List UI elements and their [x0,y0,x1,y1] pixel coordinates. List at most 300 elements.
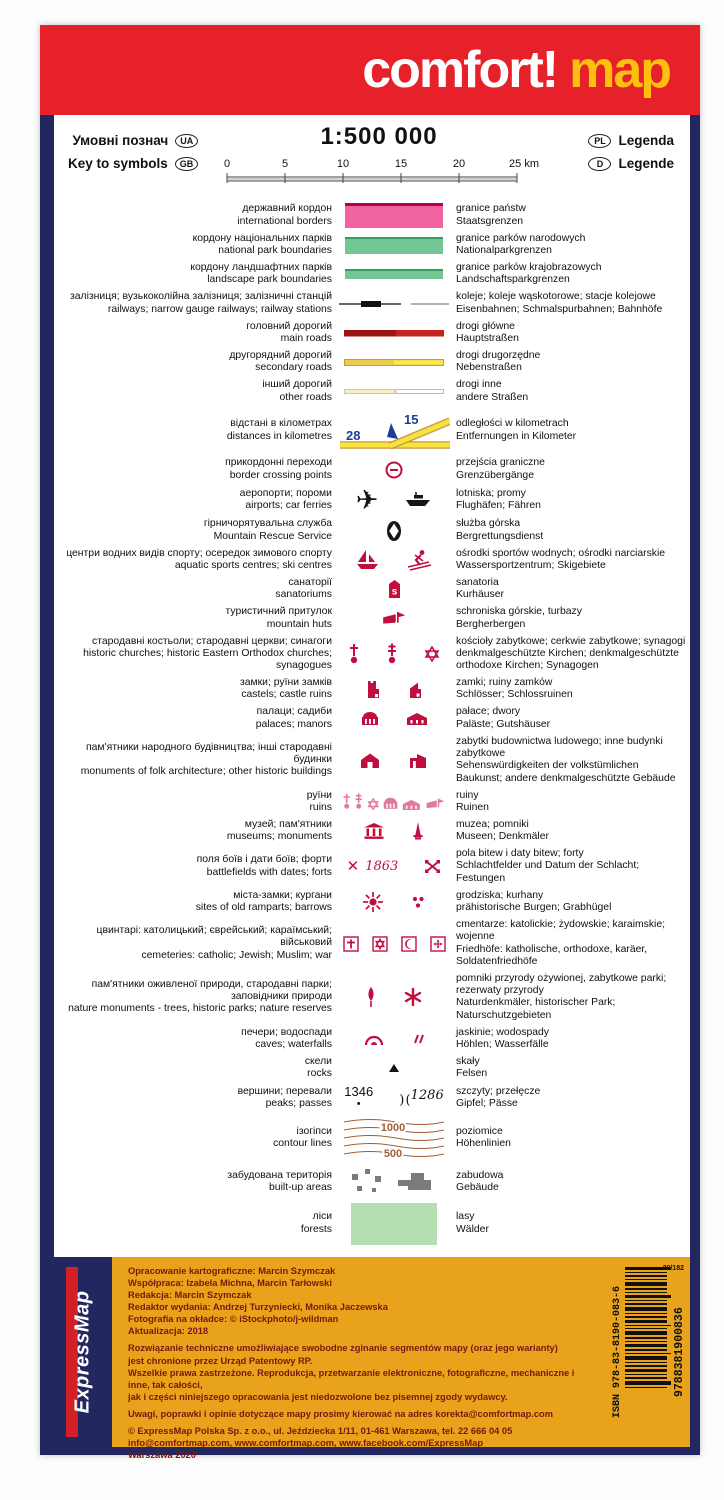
label-ukrainian: замки; руїни замків [239,677,332,689]
symbol-road-secondary-icon [338,358,450,367]
symbol-rocks-icon [338,1063,450,1073]
label-english: secondary roads [255,362,332,374]
label-german: Wassersportzentrum; Skigebiete [456,559,606,571]
label-german: Sehenswürdigkeiten der volkstümlichen Baukunst; andere denkmalgeschützte Gebäude [456,760,676,784]
label-ukrainian: відстані в кілометрах [230,418,332,430]
symbol-band-pink-icon [338,203,450,228]
label-english: nature monuments - trees, historic parks; nature reserves [68,1003,332,1015]
legend-row [56,203,686,228]
symbol-nature-icon [338,986,450,1008]
legend-label-right [456,321,686,346]
label-english: international borders [237,215,332,227]
label-german: prähistorische Burgen; Grabhügel [456,901,612,913]
svg-text:15: 15 [404,411,419,427]
label-polish: granice państw [456,203,526,215]
symbol-ruins-icon [338,793,450,810]
label-polish: granice parków krajobrazowych [456,262,602,274]
barcode [625,1263,671,1441]
barcode-graphic [625,1263,671,1445]
label-english: forests [300,1223,332,1235]
label-ukrainian: печери; водоспади [241,1026,332,1038]
legend-row [56,636,686,673]
legend-row [56,484,686,516]
legend-label-right [456,350,686,375]
label-ukrainian: другорядний дорогий [229,349,332,361]
label-german: Naturdenkmäler, historischer Park; Naturschutzgebieten [456,997,616,1021]
credits-line: Warszawa 2020 [128,1450,196,1461]
legend-row [56,848,686,885]
legend-label-left [56,262,332,287]
label-polish: cmentarze: katolickie; żydowskie; karaimskie; wojenne [456,919,666,943]
legend-row [56,706,686,731]
label-polish: kościoły zabytkowe; cerkwie zabytkowe; synagogi [456,635,686,647]
label-polish: koleje; koleje wąskotorowe; stacje kolejowe [456,291,656,303]
legend-label-left [56,1086,332,1111]
legend-label-right [456,1086,686,1111]
label-ukrainian: туристичний притулок [225,606,332,618]
scale-tick-label: 0 [223,158,231,170]
label-english: historic churches; historic Eastern Orthodox churches; synagogues [83,647,332,672]
map-sheet [40,25,700,1461]
label-polish: sanatoria [456,576,499,588]
label-polish: skały [456,1055,480,1067]
label-german: Schlachtfelder und Datum der Schlacht; Festungen [456,860,640,884]
legend-row [56,819,686,844]
credits-line: Rozwiązanie techniczne umożliwiające swobodne zginanie segmentów mapy (oraz jego warianty) [128,1343,558,1354]
label-german: Schlösser; Schlossruinen [456,689,573,701]
symbol-folk-icon [338,752,450,769]
label-polish: drogi inne [456,379,502,391]
label-english: main roads [280,332,332,344]
label-english: mountain huts [266,618,332,630]
brand-header [40,25,700,115]
label-ukrainian: ізогіпси [296,1125,332,1137]
legend-label-right [456,677,686,702]
label-polish: schroniska górskie, turbazy [456,606,582,618]
label-german: andere Straßen [456,391,529,403]
label-english: ruins [309,801,332,813]
label-ukrainian: прикордонні переходи [225,457,332,469]
symbol-builtup-icon [338,1166,450,1198]
legend-row [56,919,686,968]
legend-label-right [456,636,686,673]
label-ukrainian: цвинтарі: католицький; єврейський; караїмський; військовий [96,925,332,949]
credits-line: Opracowanie kartograficzne: Marcin Szymczak [128,1266,336,1276]
legend-label-left [56,379,332,404]
svg-text:s: s [391,586,397,598]
symbol-airport-ferry-icon: ✈ [338,487,450,514]
label-ukrainian: пам'ятники народного будівництва; інші стародавні будинки [86,741,332,766]
symbol-contours-icon [338,1115,450,1161]
legend-label-right [456,233,686,258]
label-german: Museen; Denkmäler [456,831,549,843]
label-german: Friedhöfe: katholische, orthodoxe, karäer, Soldatenfriedhöfe [456,943,648,967]
legend-label-right [456,1056,686,1081]
label-polish: grodziska; kurhany [456,889,544,901]
label-english: museums; monuments [226,831,332,843]
label-english: sites of old ramparts; barrows [195,901,332,913]
label-german: Gipfel; Pässe [456,1097,518,1109]
legend-row [56,457,686,482]
scale-tick-label: 10 [336,158,350,170]
print-code: 20/182 [662,1265,684,1272]
label-ukrainian: аеропорти; пороми [239,487,332,499]
legend-row [56,1166,686,1198]
credits-line: Współpraca: Izabela Michna, Marcin Tarłowski [128,1278,332,1289]
svg-text:1000: 1000 [380,1122,406,1135]
label-polish: jaskinie; wodospady [456,1026,549,1038]
legend-row [56,736,686,785]
credits-paragraph-3 [128,1408,578,1420]
symbol-road-main-icon [338,328,450,338]
label-english: aquatic sports centres; ski centres [174,559,332,571]
legend-label-left [56,979,332,1016]
legend-label-left [56,1211,332,1236]
label-polish: ruiny [456,789,479,801]
legend-row [56,973,686,1022]
label-german: Nebenstraßen [456,362,522,374]
scale-tick-label: 25 km [509,158,539,170]
label-polish: poziomice [456,1125,503,1137]
legend-row [56,548,686,573]
legend-label-right [456,379,686,404]
label-german: Ruinen [456,801,489,813]
label-german: Gebäude [456,1181,499,1193]
label-english: Mountain Rescue Service [213,530,332,542]
label-english: airports; car ferries [245,500,332,512]
isbn-digits: 9788381900836 [673,1307,686,1397]
legend-label-left [56,548,332,573]
legend-label-left [56,819,332,844]
legend-label-right [456,790,686,815]
symbol-sanatorium-icon [338,579,450,600]
credits-paragraph-4 [128,1425,578,1461]
legend-rows [54,195,690,1257]
label-ukrainian: державний кордон [242,203,332,215]
symbol-hut-icon [338,610,450,627]
label-german: Entfernungen in Kilometer [456,430,577,442]
symbol-museums-icon [338,821,450,841]
label-english: monuments of folk architecture; other historic buildings [80,766,332,778]
credits-line: jest chronione przez Urząd Patentowy RP. [128,1355,313,1366]
title-band [54,115,690,195]
legend-row [56,518,686,543]
gb-badge: GB [175,157,199,171]
isbn-label: ISBN 978-83-8190-083-6 [612,1285,623,1419]
scale-tick-label: 15 [394,158,408,170]
brand-logo [362,41,670,99]
legend-row [56,233,686,258]
label-ukrainian: кордону національних парків [192,232,332,244]
symbol-rescue-icon [338,519,450,543]
credits-line: info@comfortmap.com, www.comfortmap.com, www.facebook.com/ExpressMap [128,1438,484,1449]
credits-line: © ExpressMap Polska Sp. z o.o., ul. Jeździecka 1/11, 01-461 Warszawa, tel. 22 666 04 05 [128,1425,513,1436]
label-english: castels; castle ruins [241,689,332,701]
title-right [588,133,674,179]
d-badge: D [588,157,611,171]
legend-row [56,577,686,602]
legend-label-left [56,1056,332,1081]
legend-label-left [56,488,332,513]
label-german: Landschaftsparkgrenzen [456,274,570,286]
credits-line: Uwagi, poprawki i opinie dotyczące mapy prosimy kierować na adres korekta@comfortmap.com [128,1408,553,1419]
label-english: caves; waterfalls [255,1038,332,1050]
label-german: Hauptstraßen [456,332,519,344]
label-english: rocks [307,1068,332,1080]
label-english: cemeteries: catholic; Jewish; Muslim; war [141,949,332,961]
credits-line: Redaktor wydania: Andrzej Turzyniecki, Monika Jaczewska [128,1302,388,1313]
symbol-band-green-icon [338,237,450,254]
legend-row [56,1115,686,1161]
legend-label-right [456,736,686,785]
label-polish: pomniki przyrody ożywionej, zabytkowe parki; rezerwaty przyrody [456,972,667,997]
credits-line: jak i części niniejszego opracowania jest niedozwolone bez pisemnej zgody wydawcy. [128,1391,508,1402]
label-polish: szczyty; przełęcze [456,1085,541,1097]
svg-text:500: 500 [383,1148,403,1161]
label-english: battlefields with dates; forts [206,866,332,878]
legend-label-right [456,919,686,968]
symbol-sports-icon [338,549,450,571]
label-ukrainian: залізниця; вузькоколійна залізниця; залізничні станцій [69,291,332,303]
label-german: Staatsgrenzen [456,215,524,227]
legend-label-left [56,350,332,375]
legend-label-left [56,636,332,673]
label-german: Höhlen; Wasserfälle [456,1038,549,1050]
legend-label-right [456,203,686,228]
label-ukrainian: головний дорогий [246,320,332,332]
legend-row [56,409,686,453]
credits-text [128,1265,578,1466]
label-polish: przejścia graniczne [456,457,545,469]
scale-tick-label: 20 [452,158,466,170]
legend-label-right [456,890,686,915]
label-german: Höhenlinien [456,1138,511,1150]
credits-line: Fotografia na okładce: © iStockphoto/j-wildman [128,1314,339,1325]
label-polish: ośrodki sportów wodnych; ośrodki narciarskie [456,547,666,559]
legend-label-left [56,457,332,482]
legend-row [56,790,686,815]
credits-paragraph-2 [128,1342,578,1402]
label-german: Bergrettungsdienst [456,530,544,542]
credits-line: Wszelkie prawa zastrzeżone. Reprodukcja, przetwarzanie elektroniczne, fotograficzne, mechaniczne i inne, tak całości, [128,1367,575,1390]
label-english: border crossing points [229,469,332,481]
scale-bar-graphic [219,153,539,187]
en-title: Key to symbols [68,156,168,171]
ua-title: Умовні познач [72,133,169,148]
symbol-palaces-icon [338,710,450,727]
legend-label-right [456,457,686,482]
legend-row [56,1027,686,1052]
label-ukrainian: інший дорогий [262,379,332,391]
legend-label-right [456,418,686,443]
legend-label-right [456,262,686,287]
map-scale: 1:500 000 [320,123,438,150]
brand-suffix: map [569,41,670,99]
legend-row [56,350,686,375]
symbol-band-green-thin-icon [338,269,450,279]
label-ukrainian: кордону ландшафтних парків [190,262,332,274]
label-german: Nationalparkgrenzen [456,245,552,257]
label-ukrainian: гірничорятувальна служба [203,518,332,530]
legend-body [40,115,700,1257]
label-polish: muzea; pomniki [456,818,529,830]
label-german: Eisenbahnen; Schmalspurbahnen; Bahnhöfe [456,303,663,315]
label-polish: zabudowa [456,1169,504,1181]
label-polish: granice parków narodowych [456,232,586,244]
label-german: Wälder [456,1223,489,1235]
label-polish: lotniska; promy [456,487,526,499]
label-german: Flughäfen; Fähren [456,500,541,512]
pl-badge: PL [588,134,611,148]
label-polish: pola bitew i daty bitew; forty [456,848,584,860]
legend-label-left [56,233,332,258]
publisher-logo: ExpressMap [71,1290,94,1414]
label-ukrainian: центри водних видів спорту; осередок зимового спорту [66,547,332,559]
legend-label-right [456,848,686,885]
legend-row [56,262,686,287]
credits-line: Aktualizacja: 2018 [128,1326,209,1337]
legend-label-right [456,819,686,844]
label-english: other roads [279,391,332,403]
label-polish: pałace; dwory [456,706,521,718]
label-english: landscape park boundaries [207,274,332,286]
pl-title: Legenda [618,133,674,148]
legend-row [56,890,686,915]
label-ukrainian: міста-замки; кургани [233,889,332,901]
label-polish: drogi drugorzędne [456,349,541,361]
imprint-footer [40,1257,700,1461]
legend-row [56,1056,686,1081]
legend-label-left [56,890,332,915]
ua-badge: UA [175,134,198,148]
label-ukrainian: руїни [306,789,332,801]
legend-label-left [56,706,332,731]
legend-label-right [456,577,686,602]
label-polish: lasy [456,1211,475,1223]
legend-label-left [56,677,332,702]
label-english: railways; narrow gauge railways; railway stations [107,303,332,315]
label-ukrainian: палаци; садиби [256,706,332,718]
title-left [68,133,198,179]
label-english: sanatoriums [275,589,332,601]
symbol-castles-icon [338,679,450,699]
legend-label-left [56,321,332,346]
label-ukrainian: стародавні костьоли; стародавні церкви; синагоги [92,635,332,647]
symbol-peaks-icon: 1346 • ) ( 1286 [344,1084,444,1110]
credits-paragraph-1 [128,1265,578,1337]
brand-name: comfort! [362,41,558,99]
symbol-crossing-icon [338,459,450,481]
legend-label-left [56,790,332,815]
symbol-distances-icon [338,409,450,453]
isbn-block [582,1263,686,1441]
label-ukrainian: музей; пам'ятники [244,818,332,830]
scale-tick-label: 5 [281,158,289,170]
label-german: Bergherbergen [456,618,526,630]
label-polish: odległości w kilometrach [456,418,569,430]
symbol-road-other-icon [338,388,450,395]
legend-label-left [56,925,332,962]
legend-label-left [56,1170,332,1195]
de-title: Legende [618,156,674,171]
legend-label-left [56,742,332,779]
label-english: national park boundaries [218,245,332,257]
label-ukrainian: ліси [312,1211,332,1223]
legend-label-right [456,1170,686,1195]
label-polish: drogi główne [456,320,515,332]
legend-label-right [456,518,686,543]
label-english: contour lines [273,1138,332,1150]
label-english: built-up areas [269,1181,332,1193]
legend-label-left [56,1027,332,1052]
label-english: distances in kilometres [226,430,332,442]
legend-label-left [56,606,332,631]
label-polish: służba górska [456,518,521,530]
legend-row [56,379,686,404]
label-german: Kurhäuser [456,589,504,601]
symbol-ramparts-icon [338,891,450,913]
symbol-forest-icon [338,1203,450,1245]
legend-row [56,291,686,316]
label-polish: zabytki budownictwa ludowego; inne budynki zabytkowe [456,735,663,759]
publisher-band [54,1257,112,1447]
legend-row [56,677,686,702]
legend-label-right [456,548,686,573]
legend-label-right [456,706,686,731]
label-german: Paläste; Gutshäuser [456,718,551,730]
legend-row [56,606,686,631]
legend-label-right [456,1027,686,1052]
svg-text:28: 28 [346,427,361,443]
legend-label-right [456,1126,686,1151]
label-ukrainian: санаторії [288,576,332,588]
label-ukrainian: скели [304,1055,332,1067]
legend-label-right [456,973,686,1022]
legend-label-right [456,1211,686,1236]
label-ukrainian: вершини; перевали [237,1085,332,1097]
label-english: peaks; passes [265,1097,332,1109]
symbol-cemeteries-icon [338,936,450,952]
label-german: Grenzübergänge [456,469,534,481]
scale-block [214,123,544,192]
legend-row [56,321,686,346]
legend-label-left [56,518,332,543]
label-ukrainian: пам'ятники оживленої природи, стародавні парки; заповідники природи [91,978,332,1003]
label-ukrainian: забудована територія [227,1169,332,1181]
symbol-churches-icon [338,643,450,665]
legend-label-right [456,488,686,513]
symbol-railway-icon [338,298,450,310]
label-german: denkmalgeschützte Kirchen; denkmalgeschützte orthodoxe Kirchen; Synagogen [456,647,679,672]
credits-line: Redakcja: Marcin Szymczak [128,1290,252,1301]
legend-label-left [56,203,332,228]
legend-label-right [456,291,686,316]
legend-label-left [56,418,332,443]
legend-label-left [56,577,332,602]
symbol-caves-icon [338,1031,450,1046]
label-english: palaces; manors [255,718,332,730]
symbol-battlefield-icon: ✕ 1863 [338,859,450,874]
label-german: Felsen [456,1068,488,1080]
legend-label-left [56,291,332,316]
legend-label-right [456,606,686,631]
legend-label-left [56,1126,332,1151]
legend-row [56,1085,686,1110]
label-polish: zamki; ruiny zamków [456,677,553,689]
legend-label-left [56,854,332,879]
legend-row [56,1203,686,1245]
scale-bar [214,153,544,192]
